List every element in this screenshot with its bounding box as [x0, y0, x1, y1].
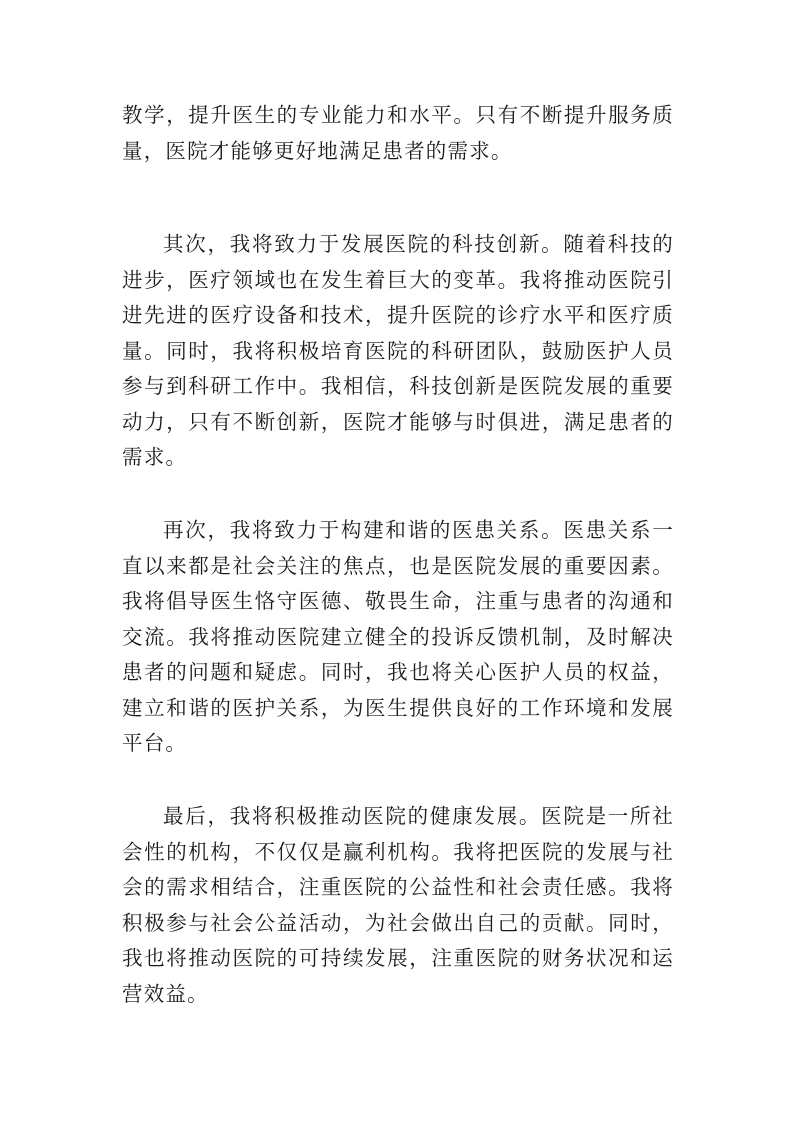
- paragraph-doctor-patient-relations: 再次，我将致力于构建和谐的医患关系。医患关系一直以来都是社会关注的焦点，也是医院发展的重要因素。我将倡导医生恪守医德、敬畏生命，注重与患者的沟通和交流。我将推动医院建立健全的投诉反馈机制，及时解决患者的问题和疑虑。同时，我也将关心医护人员的权益，建立和谐的医护关系，为医生提供良好的工作环境和发展平台。: [122, 518, 674, 755]
- paragraph-tech-innovation: 其次，我将致力于发展医院的科技创新。随着科技的进步，医疗领域也在发生着巨大的变革。我将推动医院引进先进的医疗设备和技术，提升医院的诊疗水平和医疗质量。同时，我将积极培育医院的科研团队，鼓励医护人员参与到科研工作中。我相信，科技创新是医院发展的重要动力，只有不断创新，医院才能够与时俱进，满足患者的需求。: [122, 232, 674, 469]
- paragraph-healthy-development: 最后，我将积极推动医院的健康发展。医院是一所社会性的机构，不仅仅是赢利机构。我将把医院的发展与社会的需求相结合，注重医院的公益性和社会责任感。我将积极参与社会公益活动，为社会做出自己的贡献。同时，我也将推动医院的可持续发展，注重医院的财务状况和运营效益。: [122, 804, 674, 1006]
- paragraph-continuation: 教学，提升医生的专业能力和水平。只有不断提升服务质量，医院才能够更好地满足患者的需求。: [122, 103, 674, 163]
